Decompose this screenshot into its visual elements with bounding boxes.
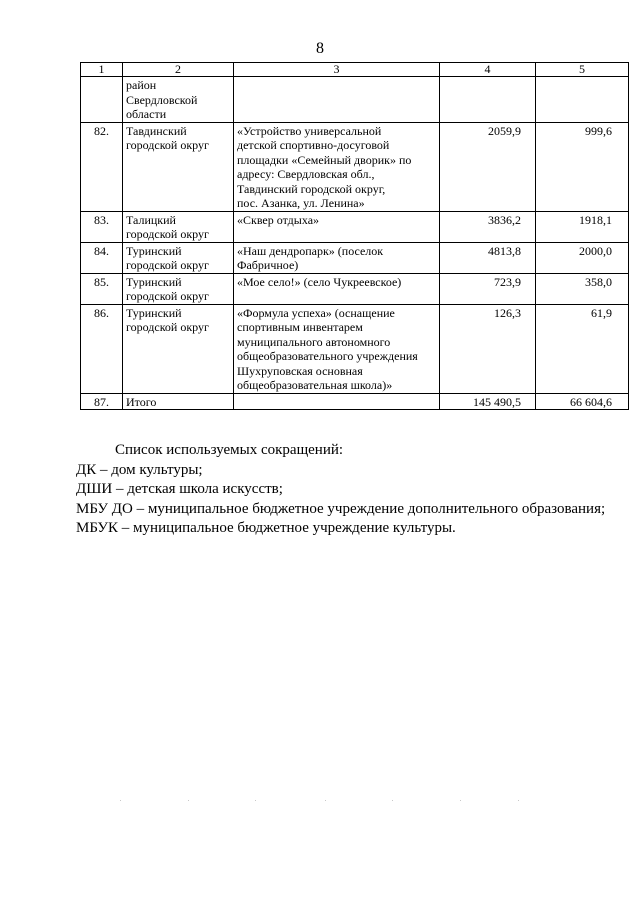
scan-dot — [460, 800, 461, 801]
object-cell — [234, 393, 440, 410]
scan-dot — [255, 800, 256, 801]
object-cell: «Сквер отдыха» — [234, 211, 440, 242]
scan-dot — [325, 800, 326, 801]
table-header-row — [81, 63, 629, 77]
subsidy-cell: 2000,0 — [536, 242, 629, 273]
table-row — [81, 304, 629, 393]
abbreviations-title: Список используемых сокращений: — [115, 442, 344, 458]
total-cost-cell: 2059,9 — [440, 122, 536, 211]
district-cell: Талицкий городской округ — [123, 211, 234, 242]
column-header: 3 — [234, 63, 440, 77]
abbreviation-item: ДК – дом культуры; — [76, 461, 203, 478]
row-number-cell — [81, 77, 123, 123]
table-row — [81, 122, 629, 211]
total-cost-cell: 723,9 — [440, 273, 536, 304]
scan-dot — [120, 800, 121, 801]
abbreviations-section — [76, 441, 636, 539]
scan-dot — [392, 800, 393, 801]
row-number-cell: 86. — [81, 304, 123, 393]
abbreviation-item: МБУК – муниципальное бюджетное учреждение культуры. — [76, 520, 456, 536]
subsidy-cell: 1918,1 — [536, 211, 629, 242]
total-cost-cell: 3836,2 — [440, 211, 536, 242]
row-number-cell: 85. — [81, 273, 123, 304]
row-number-cell: 87. — [81, 393, 123, 410]
abbreviation-item: ДШИ – детская школа искусств; — [76, 481, 283, 497]
subsidy-cell: 999,6 — [536, 122, 629, 211]
column-header: 4 — [440, 63, 536, 77]
table-row — [81, 273, 629, 304]
subsidy-cell — [536, 77, 629, 123]
object-cell: «Устройство универсальной детской спортивно-досуговой площадки «Семейный дворик» по адресу: Свердловская обл., Тавдинский городской округ, пос. Азанка, ул. Ленина» — [234, 122, 440, 211]
abbreviations-list — [76, 461, 636, 539]
table-row — [81, 211, 629, 242]
total-cost-cell — [440, 77, 536, 123]
object-cell: «Мое село!» (село Чукреевское) — [234, 273, 440, 304]
objects-table — [80, 62, 629, 410]
row-number-cell: 82. — [81, 122, 123, 211]
district-cell: Тавдинский городской округ — [123, 122, 234, 211]
total-cost-cell: 145 490,5 — [440, 393, 536, 410]
object-cell: «Наш дендропарк» (поселок Фабричное) — [234, 242, 440, 273]
table-row — [81, 242, 629, 273]
row-number-cell: 84. — [81, 242, 123, 273]
abbreviation-item: МБУ ДО – муниципальное бюджетное учреждение дополнительного образования; — [76, 500, 606, 517]
district-cell: Итого — [123, 393, 234, 410]
subsidy-cell: 66 604,6 — [536, 393, 629, 410]
object-cell: «Формула успеха» (оснащение спортивным инвентарем муниципального автономного общеобразовательного учреждения Шухруповская основная общеобразовательная школа)» — [234, 304, 440, 393]
page-number: 8 — [316, 40, 324, 57]
row-number-cell: 83. — [81, 211, 123, 242]
column-header: 1 — [81, 63, 123, 77]
district-cell: Туринский городской округ — [123, 273, 234, 304]
column-header: 2 — [123, 63, 234, 77]
district-cell: Туринский городской округ — [123, 304, 234, 393]
subsidy-cell: 61,9 — [536, 304, 629, 393]
table-row — [81, 77, 629, 123]
scan-dot — [518, 800, 519, 801]
scan-dot — [188, 800, 189, 801]
scan-dots — [120, 800, 520, 801]
object-cell — [234, 77, 440, 123]
subsidy-cell: 358,0 — [536, 273, 629, 304]
total-cost-cell: 126,3 — [440, 304, 536, 393]
table-row — [81, 393, 629, 410]
total-cost-cell: 4813,8 — [440, 242, 536, 273]
column-header: 5 — [536, 63, 629, 77]
district-cell: Туринский городской округ — [123, 242, 234, 273]
district-cell: район Свердловской области — [123, 77, 234, 123]
